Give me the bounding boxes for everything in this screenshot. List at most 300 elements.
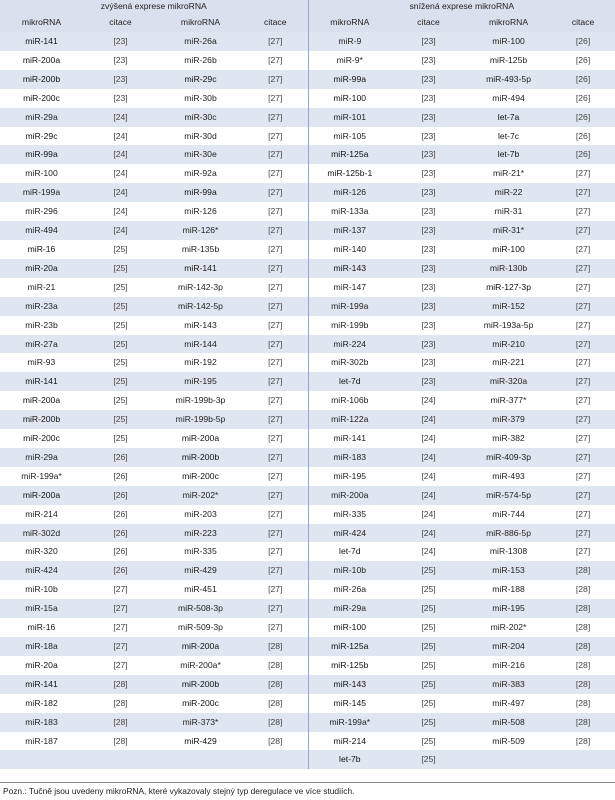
mirna-cell: miR-22 <box>466 183 551 202</box>
mirna-cell: miR-31* <box>466 221 551 240</box>
citation-cell: [24] <box>391 542 466 561</box>
mirna-cell: miR-101 <box>308 108 391 127</box>
citation-cell: [26] <box>83 542 158 561</box>
table-row <box>0 561 615 580</box>
citation-cell: [27] <box>243 240 308 259</box>
citation-cell: [25] <box>391 675 466 694</box>
mirna-cell: miR-147 <box>308 278 391 297</box>
mirna-cell <box>158 750 243 769</box>
table-row <box>0 89 615 108</box>
citation-cell: [28] <box>243 713 308 732</box>
table-row <box>0 429 615 448</box>
citation-cell: [25] <box>391 580 466 599</box>
citation-cell: [23] <box>391 127 466 146</box>
column-header: mikroRNA <box>158 12 243 32</box>
citation-cell: [27] <box>551 486 615 505</box>
mirna-cell: miR-574-5p <box>466 486 551 505</box>
citation-cell: [25] <box>391 656 466 675</box>
mirna-cell: miR-200b <box>158 448 243 467</box>
citation-cell: [23] <box>83 89 158 108</box>
mirna-cell: miR-29a <box>0 108 83 127</box>
mirna-cell: miR-409-3p <box>466 448 551 467</box>
mirna-cell: miR-493 <box>466 467 551 486</box>
table-row <box>0 542 615 561</box>
mirna-cell: miR-143 <box>308 675 391 694</box>
citation-cell: [27] <box>243 70 308 89</box>
table-row <box>0 618 615 637</box>
mirna-cell: miR-200a <box>308 486 391 505</box>
citation-cell <box>551 750 615 769</box>
citation-cell: [26] <box>551 89 615 108</box>
citation-cell: [27] <box>243 221 308 240</box>
citation-cell: [23] <box>391 316 466 335</box>
mirna-cell: miR-377* <box>466 391 551 410</box>
citation-cell: [25] <box>391 750 466 769</box>
citation-cell: [27] <box>243 561 308 580</box>
citation-cell: [25] <box>83 372 158 391</box>
mirna-cell: miR-9* <box>308 51 391 70</box>
mirna-cell: miR-187 <box>0 732 83 751</box>
citation-cell: [27] <box>243 183 308 202</box>
citation-cell: [28] <box>551 656 615 675</box>
mirna-cell: miR-192 <box>158 353 243 372</box>
mirna-cell: miR-195 <box>308 467 391 486</box>
mirna-cell: miR-509-3p <box>158 618 243 637</box>
citation-cell: [24] <box>83 164 158 183</box>
mirna-cell: miR-200b <box>0 70 83 89</box>
mirna-cell: miR-126 <box>308 183 391 202</box>
citation-cell: [23] <box>391 202 466 221</box>
citation-cell: [23] <box>391 183 466 202</box>
mirna-cell: miR-99a <box>308 70 391 89</box>
citation-cell: [27] <box>243 278 308 297</box>
citation-cell: [27] <box>243 391 308 410</box>
citation-cell: [27] <box>551 278 615 297</box>
mirna-cell: miR-126* <box>158 221 243 240</box>
mirna-cell: miR-202* <box>158 486 243 505</box>
mirna-cell: miR-508-3p <box>158 599 243 618</box>
citation-cell: [27] <box>243 145 308 164</box>
table-row <box>0 183 615 202</box>
table-row <box>0 145 615 164</box>
citation-cell: [27] <box>243 524 308 543</box>
mirna-cell: miR-100 <box>0 164 83 183</box>
citation-cell: [25] <box>83 278 158 297</box>
table-row <box>0 713 615 732</box>
citation-cell: [28] <box>551 637 615 656</box>
mirna-cell: miR-141 <box>0 675 83 694</box>
mirna-cell: miR-200c <box>158 467 243 486</box>
table-row <box>0 410 615 429</box>
mirna-cell: miR-92a <box>158 164 243 183</box>
mirna-cell: miR-494 <box>0 221 83 240</box>
citation-cell: [27] <box>243 505 308 524</box>
mirna-cell: miR-100 <box>466 240 551 259</box>
mirna-cell: miR-141 <box>0 372 83 391</box>
citation-cell: [26] <box>83 486 158 505</box>
citation-cell: [23] <box>391 278 466 297</box>
mirna-cell: miR-10b <box>308 561 391 580</box>
mirna-cell: miR-296 <box>0 202 83 221</box>
mirna-cell: miR-335 <box>308 505 391 524</box>
citation-cell: [27] <box>551 164 615 183</box>
mirna-cell: miR-100 <box>308 89 391 108</box>
citation-cell: [26] <box>551 32 615 51</box>
column-header: mikroRNA <box>308 12 391 32</box>
citation-cell: [24] <box>391 429 466 448</box>
citation-cell: [27] <box>243 410 308 429</box>
citation-cell: [27] <box>83 618 158 637</box>
citation-cell: [28] <box>243 675 308 694</box>
table-row <box>0 675 615 694</box>
mirna-cell: miR-210 <box>466 335 551 354</box>
citation-cell: [28] <box>243 694 308 713</box>
mirna-cell: miR-188 <box>466 580 551 599</box>
mirna-cell: miR-29c <box>158 70 243 89</box>
citation-cell: [24] <box>391 524 466 543</box>
mirna-cell: miR-9 <box>308 32 391 51</box>
mirna-cell: miR-335 <box>158 542 243 561</box>
citation-cell: [24] <box>83 145 158 164</box>
citation-cell: [28] <box>83 694 158 713</box>
table-row <box>0 164 615 183</box>
citation-cell: [26] <box>83 524 158 543</box>
citation-cell: [25] <box>391 618 466 637</box>
citation-cell: [27] <box>243 259 308 278</box>
mirna-cell: miR-20a <box>0 259 83 278</box>
group-header-down: snížená exprese mikroRNA <box>308 0 615 12</box>
table-row <box>0 221 615 240</box>
mirna-cell <box>0 750 83 769</box>
mirna-cell: miR-508 <box>466 713 551 732</box>
citation-cell: [28] <box>551 675 615 694</box>
table-row <box>0 467 615 486</box>
mirna-cell: miR-26b <box>158 51 243 70</box>
mirna-cell: let-7d <box>308 542 391 561</box>
table-row <box>0 750 615 769</box>
mirna-cell: miR-144 <box>158 335 243 354</box>
mirna-cell: miR-214 <box>308 732 391 751</box>
citation-cell: [23] <box>391 240 466 259</box>
citation-cell: [23] <box>391 89 466 108</box>
citation-cell: [27] <box>243 202 308 221</box>
mirna-cell: miR-429 <box>158 732 243 751</box>
mirna-cell: miR-497 <box>466 694 551 713</box>
mirna-cell: miR-199a <box>308 297 391 316</box>
mirna-cell <box>466 750 551 769</box>
mirna-cell: miR-424 <box>308 524 391 543</box>
citation-cell: [25] <box>391 694 466 713</box>
mirna-cell: miR-302d <box>0 524 83 543</box>
mirna-cell: miR-200c <box>0 429 83 448</box>
citation-cell: [27] <box>83 580 158 599</box>
citation-cell: [23] <box>83 70 158 89</box>
citation-cell: [26] <box>551 51 615 70</box>
table-row <box>0 599 615 618</box>
mirna-cell: miR-195 <box>158 372 243 391</box>
mirna-cell: miR-744 <box>466 505 551 524</box>
mirna-cell: miR-125a <box>308 637 391 656</box>
table-row <box>0 259 615 278</box>
mirna-cell: miR-29a <box>308 599 391 618</box>
citation-cell: [24] <box>391 486 466 505</box>
citation-cell: [27] <box>551 353 615 372</box>
mirna-cell: miR-20a <box>0 656 83 675</box>
citation-cell: [28] <box>551 618 615 637</box>
table-row <box>0 202 615 221</box>
mirna-cell: miR-23b <box>0 316 83 335</box>
mirna-cell: miR-493-5p <box>466 70 551 89</box>
citation-cell: [26] <box>83 561 158 580</box>
citation-cell: [27] <box>551 448 615 467</box>
mirna-cell: miR-140 <box>308 240 391 259</box>
table-row <box>0 51 615 70</box>
citation-cell: [27] <box>551 183 615 202</box>
citation-cell: [27] <box>243 316 308 335</box>
citation-cell: [23] <box>83 51 158 70</box>
citation-cell: [27] <box>243 335 308 354</box>
citation-cell: [28] <box>551 713 615 732</box>
mirna-cell: miR-141 <box>158 259 243 278</box>
mirna-cell: miR-16 <box>0 618 83 637</box>
table-row <box>0 637 615 656</box>
citation-cell: [24] <box>83 127 158 146</box>
mirna-cell: miR-214 <box>0 505 83 524</box>
citation-cell: [25] <box>83 410 158 429</box>
citation-cell: [27] <box>551 467 615 486</box>
mirna-cell: miR-494 <box>466 89 551 108</box>
mirna-cell: miR-199a* <box>0 467 83 486</box>
citation-cell: [23] <box>391 51 466 70</box>
citation-cell: [27] <box>243 164 308 183</box>
table-row <box>0 108 615 127</box>
citation-cell: [25] <box>83 391 158 410</box>
mirna-cell: miR-183 <box>308 448 391 467</box>
mirna-cell: miR-26a <box>308 580 391 599</box>
citation-cell: [25] <box>83 429 158 448</box>
citation-cell: [28] <box>551 580 615 599</box>
mirna-cell: miR-27a <box>0 335 83 354</box>
table-footnote: Pozn.: Tučně jsou uvedeny mikroRNA, které vykazovaly stejný typ deregulace ve více studiích. <box>0 782 615 800</box>
mirna-cell: miR-153 <box>466 561 551 580</box>
mirna-cell: miR-199b-3p <box>158 391 243 410</box>
citation-cell: [27] <box>551 372 615 391</box>
citation-cell: [27] <box>551 297 615 316</box>
table-row <box>0 694 615 713</box>
citation-cell: [27] <box>83 599 158 618</box>
column-header: citace <box>243 12 308 32</box>
mirna-cell: miR-152 <box>466 297 551 316</box>
mirna-cell: miR-200c <box>158 694 243 713</box>
citation-cell: [24] <box>391 448 466 467</box>
table-row <box>0 240 615 259</box>
mirna-cell: miR-99a <box>0 145 83 164</box>
citation-cell: [26] <box>83 505 158 524</box>
table-row <box>0 505 615 524</box>
citation-cell: [25] <box>391 732 466 751</box>
mirna-cell: miR-203 <box>158 505 243 524</box>
mirna-cell: miR-424 <box>0 561 83 580</box>
citation-cell: [27] <box>243 89 308 108</box>
citation-cell: [25] <box>391 561 466 580</box>
citation-cell: [28] <box>243 656 308 675</box>
mirna-cell: miR-30c <box>158 108 243 127</box>
mirna-cell: miR-429 <box>158 561 243 580</box>
citation-cell: [27] <box>243 599 308 618</box>
citation-cell: [27] <box>551 542 615 561</box>
mirna-cell: miR-204 <box>466 637 551 656</box>
mirna-cell: miR-509 <box>466 732 551 751</box>
citation-cell: [27] <box>243 429 308 448</box>
citation-cell: [23] <box>83 32 158 51</box>
mirna-cell: miR-106b <box>308 391 391 410</box>
citation-cell <box>83 750 158 769</box>
mirna-cell: miR-137 <box>308 221 391 240</box>
mirna-cell: miR-182 <box>0 694 83 713</box>
table-row <box>0 32 615 51</box>
mirna-cell: let-7a <box>466 108 551 127</box>
mirna-cell: miR-451 <box>158 580 243 599</box>
mirna-cell: miR-200a <box>158 637 243 656</box>
mirna-cell: miR-29a <box>0 448 83 467</box>
mirna-cell: miR-15a <box>0 599 83 618</box>
citation-cell: [27] <box>551 221 615 240</box>
citation-cell: [28] <box>551 599 615 618</box>
citation-cell: [27] <box>243 32 308 51</box>
citation-cell: [28] <box>243 637 308 656</box>
citation-cell: [27] <box>243 108 308 127</box>
column-header: mikroRNA <box>0 12 83 32</box>
citation-cell: [24] <box>391 467 466 486</box>
mirna-cell: miR-105 <box>308 127 391 146</box>
citation-cell: [27] <box>83 637 158 656</box>
mirna-cell: miR-200c <box>0 89 83 108</box>
column-header: citace <box>83 12 158 32</box>
citation-cell: [27] <box>551 410 615 429</box>
table-row <box>0 372 615 391</box>
citation-cell: [27] <box>243 297 308 316</box>
citation-cell: [27] <box>551 524 615 543</box>
citation-cell: [23] <box>391 221 466 240</box>
mirna-cell: miR-100 <box>308 618 391 637</box>
mirna-cell: miR-125b <box>308 656 391 675</box>
mirna-cell: miR-30d <box>158 127 243 146</box>
citation-cell: [23] <box>391 70 466 89</box>
mirna-cell: miR-29c <box>0 127 83 146</box>
mirna-cell: miR-21* <box>466 164 551 183</box>
citation-cell: [27] <box>243 542 308 561</box>
citation-cell: [23] <box>391 372 466 391</box>
mirna-cell: let-7b <box>308 750 391 769</box>
mirna-cell: miR-100 <box>466 32 551 51</box>
mirna-cell: miR-195 <box>466 599 551 618</box>
mirna-cell: miR-216 <box>466 656 551 675</box>
citation-cell: [25] <box>391 599 466 618</box>
table-row <box>0 580 615 599</box>
mirna-cell: miR-886-5p <box>466 524 551 543</box>
table-row <box>0 335 615 354</box>
mirna-cell: miR-10b <box>0 580 83 599</box>
table-row <box>0 316 615 335</box>
table-row <box>0 448 615 467</box>
mirna-cell: miR-30b <box>158 89 243 108</box>
citation-cell: [23] <box>391 145 466 164</box>
table-row <box>0 278 615 297</box>
table-row <box>0 486 615 505</box>
citation-cell: [23] <box>391 297 466 316</box>
citation-cell: [28] <box>551 732 615 751</box>
mirna-cell: miR-224 <box>308 335 391 354</box>
mirna-cell: miR-200a* <box>158 656 243 675</box>
mirna-cell: miR-125a <box>308 145 391 164</box>
citation-cell: [27] <box>243 448 308 467</box>
mirna-cell: miR-200a <box>0 51 83 70</box>
mirna-cell: miR-199a <box>0 183 83 202</box>
mirna-cell: let-7b <box>466 145 551 164</box>
mirna-cell: miR-145 <box>308 694 391 713</box>
table-row <box>0 732 615 751</box>
table-row <box>0 391 615 410</box>
citation-cell: [27] <box>551 335 615 354</box>
mirna-cell: miR-26a <box>158 32 243 51</box>
mirna-cell: miR-202* <box>466 618 551 637</box>
citation-cell: [23] <box>391 335 466 354</box>
citation-cell: [25] <box>83 316 158 335</box>
mirna-cell: miR-320 <box>0 542 83 561</box>
mirna-cell: let-7c <box>466 127 551 146</box>
mirna-cell: miR-142-5p <box>158 297 243 316</box>
table-row <box>0 524 615 543</box>
mirna-cell: miR-223 <box>158 524 243 543</box>
mirna-cell: miR-141 <box>308 429 391 448</box>
mirna-cell: miR-93 <box>0 353 83 372</box>
mirna-cell: miR-200a <box>0 391 83 410</box>
mirna-cell: miR-122a <box>308 410 391 429</box>
table-row <box>0 353 615 372</box>
citation-cell: [25] <box>83 259 158 278</box>
citation-cell: [27] <box>551 202 615 221</box>
mirna-cell: miR-200b <box>0 410 83 429</box>
mirna-cell: miR-143 <box>158 316 243 335</box>
citation-cell: [23] <box>391 164 466 183</box>
citation-cell: [28] <box>83 675 158 694</box>
citation-cell: [24] <box>83 108 158 127</box>
citation-cell: [26] <box>551 70 615 89</box>
citation-cell: [28] <box>83 713 158 732</box>
mirna-cell: miR-23a <box>0 297 83 316</box>
citation-cell: [26] <box>551 145 615 164</box>
citation-cell: [24] <box>83 183 158 202</box>
mirna-cell: miR-199b-5p <box>158 410 243 429</box>
citation-cell: [27] <box>243 486 308 505</box>
mirna-cell: miR-99a <box>158 183 243 202</box>
citation-cell: [26] <box>83 467 158 486</box>
citation-cell: [25] <box>83 353 158 372</box>
mirna-cell: miR-135b <box>158 240 243 259</box>
table-row <box>0 70 615 89</box>
citation-cell: [28] <box>243 732 308 751</box>
citation-cell: [24] <box>391 505 466 524</box>
citation-cell: [27] <box>551 429 615 448</box>
mirna-cell: miR-373* <box>158 713 243 732</box>
citation-cell: [24] <box>83 221 158 240</box>
mirna-cell: miR-200a <box>0 486 83 505</box>
mirna-cell: miR-221 <box>466 353 551 372</box>
mirna-cell: miR-31 <box>466 202 551 221</box>
citation-cell: [27] <box>243 580 308 599</box>
column-header: citace <box>391 12 466 32</box>
mirna-cell: miR-30e <box>158 145 243 164</box>
